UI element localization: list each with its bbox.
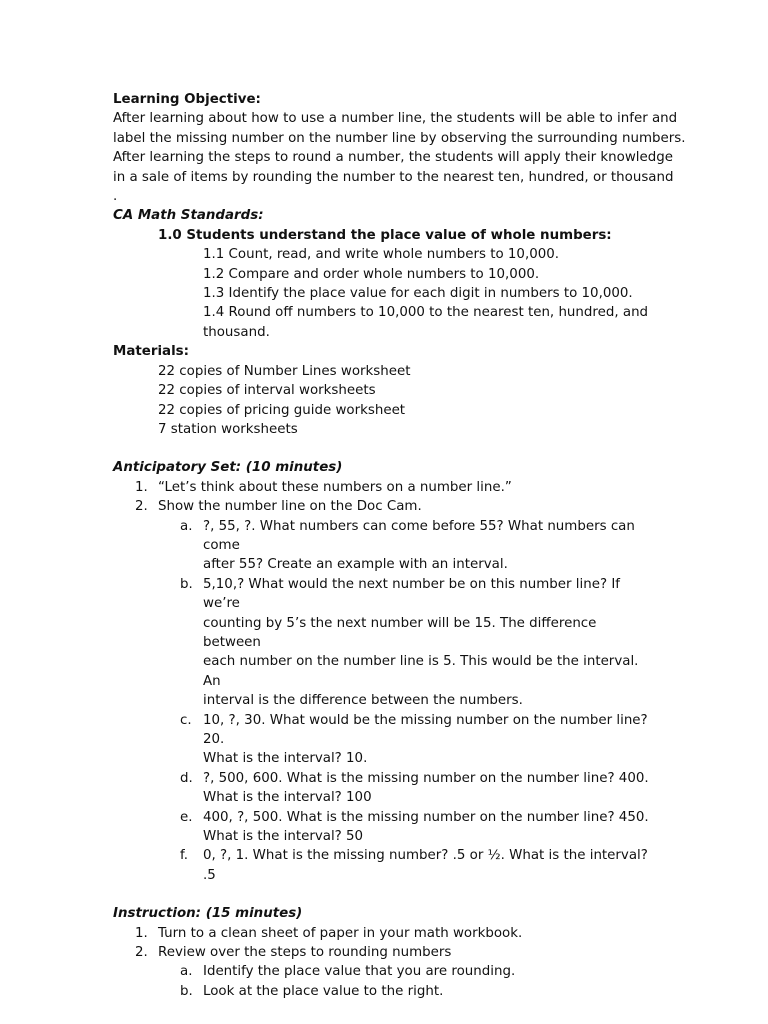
sub-text: ?, 500, 600. What is the missing number on the number line? 400. <box>203 770 649 786</box>
standard-item: 1.2 Compare and order whole numbers to 10,000. <box>203 266 540 282</box>
list-text: Turn to a clean sheet of paper in your math workbook. <box>158 925 523 941</box>
material-item: 7 station worksheets <box>158 421 298 437</box>
sub-list-item <box>113 711 658 769</box>
sub-text: interval is the difference between the numbers. <box>203 693 523 709</box>
sub-text: 10, ?, 30. What would be the missing number on the number line? 20. <box>203 712 648 747</box>
instruction-heading: Instruction: (15 minutes) <box>113 906 303 922</box>
sub-text: Identify the place value that you are rounding. <box>203 964 516 980</box>
list-number: 2. <box>135 499 148 515</box>
list-item <box>113 924 658 943</box>
standards-heading: CA Math Standards: <box>113 208 264 224</box>
sub-list-item <box>113 575 658 711</box>
sub-letter: d. <box>180 770 193 786</box>
spacer <box>113 885 658 904</box>
sub-list-item <box>113 846 658 885</box>
sub-text: 0, ?, 1. What is the missing number? .5 or ½. What is the interval? .5 <box>203 848 648 883</box>
sub-letter: f. <box>180 848 188 864</box>
objective-line: . <box>113 189 118 205</box>
list-text: “Let’s think about these numbers on a number line.” <box>158 479 512 495</box>
objective-line: After learning the steps to round a number, the students will apply their knowledge <box>113 150 673 166</box>
objective-heading: Learning Objective: <box>113 92 261 107</box>
sub-list-item <box>113 769 658 808</box>
standard-item: 1.3 Identify the place value for each digit in numbers to 10,000. <box>203 286 633 302</box>
sub-text: What is the interval? 50 <box>203 829 364 845</box>
sub-text: What is the interval? 100 <box>203 790 372 806</box>
standard-item: 1.4 Round off numbers to 10,000 to the nearest ten, hundred, and <box>203 305 649 321</box>
sub-letter: b. <box>180 576 193 592</box>
spacer <box>113 439 658 458</box>
sub-letter: b. <box>180 983 193 999</box>
standard-main: 1.0 Students understand the place value of whole numbers: <box>158 227 612 243</box>
list-item <box>113 478 658 497</box>
list-number: 2. <box>135 945 148 961</box>
sub-list-item <box>113 808 658 847</box>
sub-text: counting by 5’s the next number will be 15. The difference between <box>203 615 597 650</box>
material-item: 22 copies of pricing guide worksheet <box>158 402 406 418</box>
sub-list-item <box>113 962 658 981</box>
list-text: Review over the steps to rounding numbers <box>158 945 452 961</box>
standard-item: 1.1 Count, read, and write whole numbers to 10,000. <box>203 247 560 263</box>
sub-text: 5,10,? What would the next number be on this number line? If we’re <box>203 576 620 612</box>
objective-line: After learning about how to use a number line, the students will be able to infer and <box>113 111 678 127</box>
objective-line: in a sale of items by rounding the number to the nearest ten, hundred, or thousand <box>113 169 674 185</box>
sub-text: each number on the number line is 5. This would be the interval. An <box>203 654 639 689</box>
list-number: 1. <box>135 925 148 941</box>
sub-text: ?, 55, ?. What numbers can come before 55? What numbers can come <box>203 518 635 553</box>
sub-letter: a. <box>180 964 193 980</box>
sub-text: What is the interval? 10. <box>203 751 368 767</box>
sub-letter: a. <box>180 518 193 534</box>
list-text: Show the number line on the Doc Cam. <box>158 499 422 515</box>
material-item: 22 copies of Number Lines worksheet <box>158 363 411 379</box>
sub-list-item <box>113 517 658 575</box>
list-number: 1. <box>135 479 148 495</box>
list-item <box>113 497 658 516</box>
sub-list-item <box>113 982 658 1001</box>
sub-letter: c. <box>180 712 192 728</box>
sub-text: after 55? Create an example with an interval. <box>203 557 508 573</box>
anticipatory-heading: Anticipatory Set: (10 minutes) <box>113 460 343 476</box>
list-item <box>113 943 658 962</box>
sub-letter: e. <box>180 809 193 825</box>
sub-text: Look at the place value to the right. <box>203 983 444 999</box>
standard-item: thousand. <box>203 324 270 340</box>
materials-heading: Materials: <box>113 344 189 360</box>
sub-text: 400, ?, 500. What is the missing number on the number line? 450. <box>203 809 649 825</box>
material-item: 22 copies of interval worksheets <box>158 383 376 399</box>
objective-line: label the missing number on the number line by observing the surrounding numbers. <box>113 130 686 146</box>
lesson-plan-page <box>113 90 686 1001</box>
